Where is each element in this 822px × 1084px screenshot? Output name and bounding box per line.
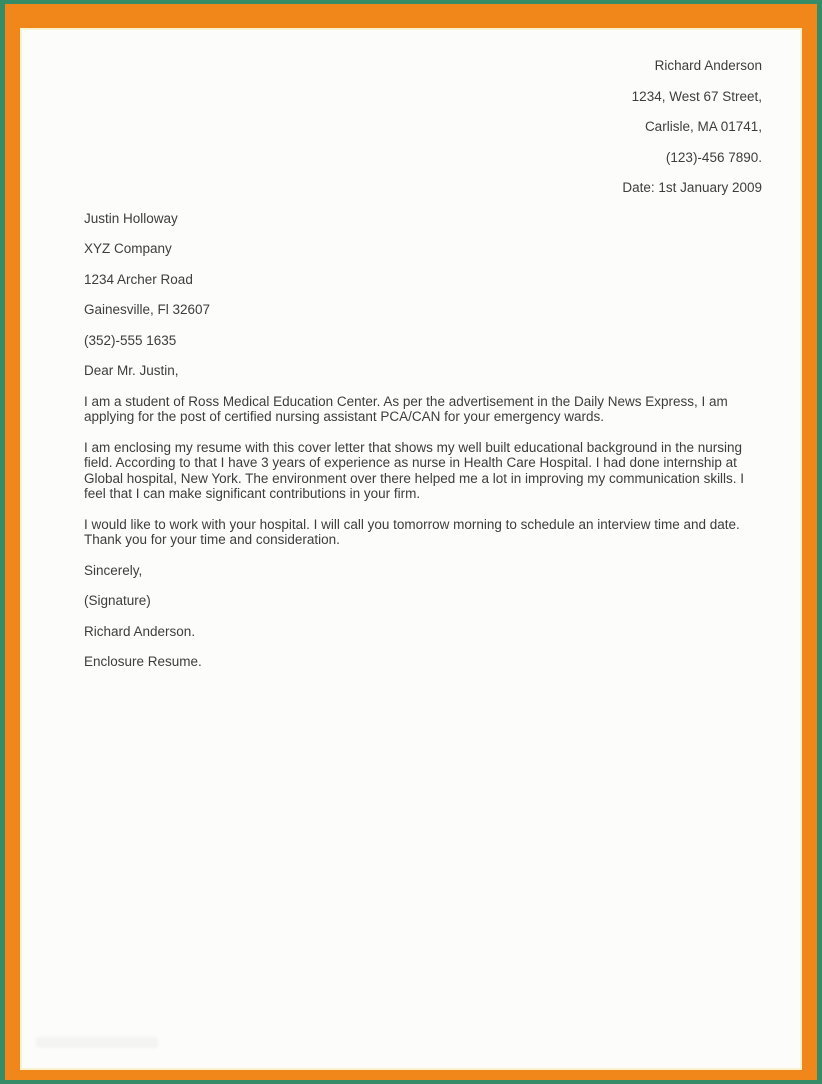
letter-frame-inner (5, 4, 817, 1080)
sender-address-block (84, 58, 762, 165)
sender-phone: (123)-456 7890. (665, 149, 762, 165)
recipient-address-line-2: Gainesville, Fl 32607 (84, 302, 211, 317)
sender-address-line-1: 1234, West 67 Street, (631, 88, 762, 104)
recipient-phone: (352)-555 1635 (84, 332, 177, 348)
closing: Sincerely, (84, 562, 143, 578)
body-paragraph: I am enclosing my resume with this cover letter that shows my well built educational background in the nursing field. According to that I have 3 years of experience as nurse in Health Care Hospital. I had done internship at Global hospital, New York. The environment over there helped me a lot in improving my communication skills. I feel that I can make significant contributions in your firm. (84, 439, 745, 501)
recipient-address-block (84, 211, 762, 349)
date-line: Date: 1st January 2009 (622, 180, 762, 195)
salutation: Dear Mr. Justin, (84, 363, 179, 378)
enclosure-note: Enclosure Resume. (84, 654, 202, 669)
body-paragraph: I am a student of Ross Medical Education Center. As per the advertisement in the Daily News Express, I am applying for the post of certified nursing assistant PCA/CAN for your emergency wards. (84, 393, 728, 424)
body-paragraph: I would like to work with your hospital. I will call you tomorrow morning to schedule an interview time and date. Thank you for your time and consideration. (84, 516, 740, 547)
sender-name: Richard Anderson (654, 58, 762, 73)
recipient-name: Justin Holloway (84, 210, 178, 226)
recipient-company: XYZ Company (84, 241, 172, 256)
signature-placeholder: (Signature) (84, 593, 151, 608)
signed-name: Richard Anderson. (84, 623, 196, 639)
watermark (36, 1037, 158, 1048)
recipient-address-line-1: 1234 Archer Road (84, 271, 193, 287)
sender-address-line-2: Carlisle, MA 01741, (644, 119, 762, 134)
cover-letter-page (20, 28, 802, 1070)
